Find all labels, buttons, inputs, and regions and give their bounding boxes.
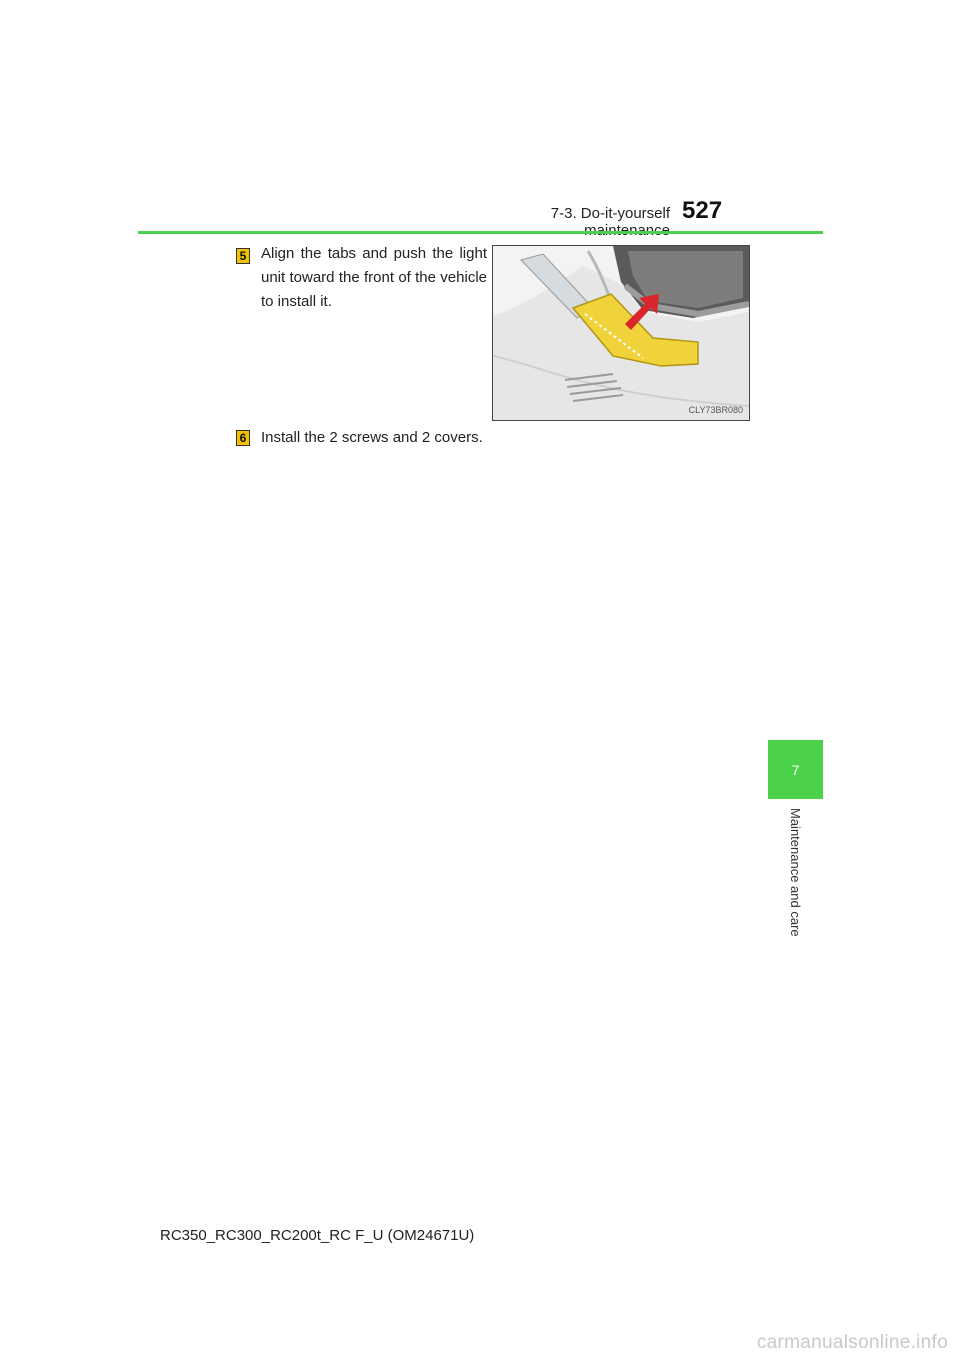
chapter-title-vertical — [768, 800, 823, 1000]
step-5-badge: 5 — [236, 248, 250, 264]
chapter-title: Maintenance and care — [788, 808, 803, 937]
step-5-text: Align the tabs and push the light unit toward the front of the vehicle to install it. — [261, 245, 487, 310]
installation-figure — [492, 245, 750, 421]
header-rule — [138, 231, 823, 234]
watermark: carmanualsonline.info — [756, 1332, 948, 1353]
step-6-text: Install the 2 screws and 2 covers. — [261, 429, 483, 446]
header-title: 7-3. Do-it-yourself — [550, 205, 670, 222]
figure-code: CLY73BR080 — [688, 405, 743, 415]
step-6-badge: 6 — [236, 430, 250, 446]
chapter-number-tab: 7 — [768, 740, 823, 799]
light-unit-installation-icon — [493, 246, 749, 420]
footer-model: RC350_RC300_RC200t_RC F_U (OM24671U) — [160, 1227, 475, 1244]
page-number: 527 — [682, 197, 723, 224]
